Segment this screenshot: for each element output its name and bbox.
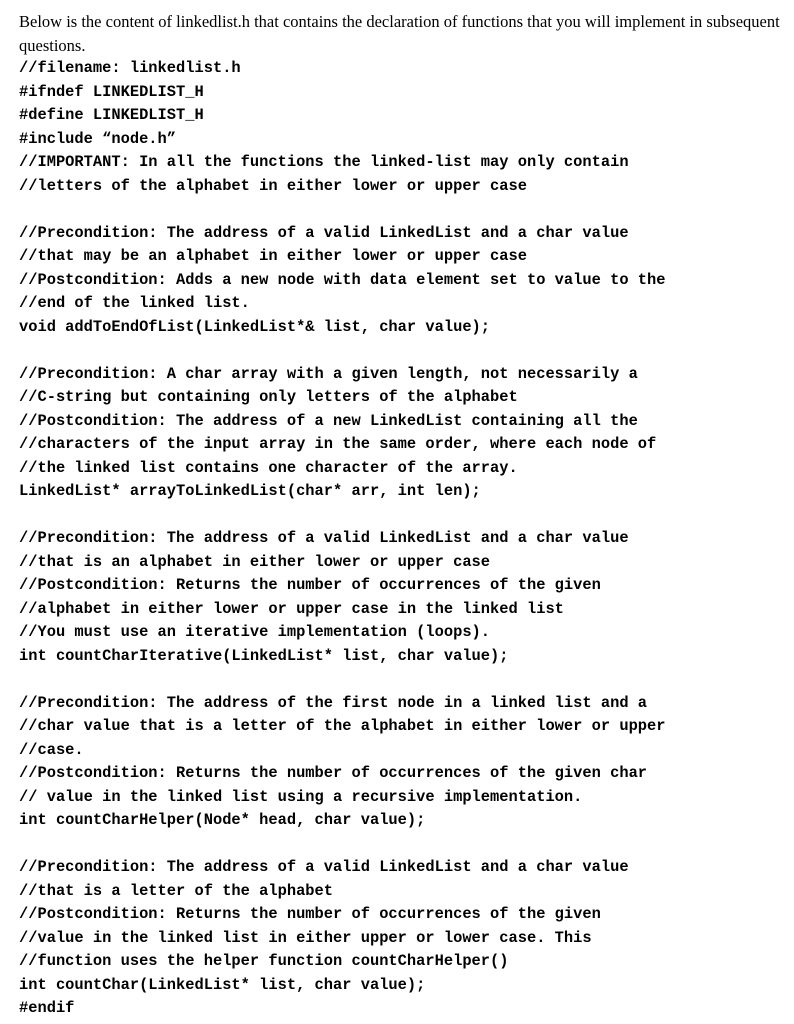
code-line: //IMPORTANT: In all the functions the linked-list may only contain: [19, 153, 629, 171]
code-line: //Postcondition: The address of a new LinkedList containing all the: [19, 411, 638, 430]
blank-line: [19, 198, 789, 222]
code-line: //Precondition: The address of a valid LinkedList and a char value: [19, 529, 629, 547]
code-line: //char value that is a letter of the alphabet in either lower or upper: [19, 717, 666, 735]
code-line: //You must use an iterative implementation (loops).: [19, 623, 491, 641]
code-line: //Precondition: The address of the first node in a linked list and a: [19, 693, 648, 712]
code-line: //end of the linked list.: [19, 294, 250, 312]
code-line: //letters of the alphabet in either lower or upper case: [19, 176, 527, 195]
code-line: #include “node.h”: [19, 129, 177, 148]
code-line: //alphabet in either lower or upper case in the linked list: [19, 599, 564, 618]
code-line: #endif: [19, 999, 75, 1017]
code-line: //Precondition: The address of a valid LinkedList and a char value: [19, 223, 629, 242]
code-line: int countCharIterative(LinkedList* list, char value);: [19, 646, 509, 665]
code-line: //function uses the helper function countCharHelper(): [19, 952, 509, 970]
blank-line: [19, 833, 789, 857]
code-line: //Postcondition: Returns the number of occurrences of the given: [19, 576, 601, 594]
code-line: //that may be an alphabet in either lower or upper case: [19, 247, 527, 265]
code-line: //that is an alphabet in either lower or upper case: [19, 552, 491, 571]
code-line: //Precondition: A char array with a given length, not necessarily a: [19, 364, 638, 383]
code-line: //case.: [19, 740, 84, 759]
code-line: #define LINKEDLIST_H: [19, 106, 204, 124]
code-block: [19, 57, 789, 1021]
code-line: LinkedList* arrayToLinkedList(char* arr, int len);: [19, 482, 481, 500]
code-line: //filename: linkedlist.h: [19, 59, 241, 77]
code-line: void addToEndOfList(LinkedList*& list, char value);: [19, 317, 491, 336]
blank-line: [19, 339, 789, 363]
code-line: //that is a letter of the alphabet: [19, 881, 334, 900]
document-page: [19, 10, 789, 1021]
blank-line: [19, 668, 789, 692]
code-line: int countChar(LinkedList* list, char value);: [19, 975, 426, 994]
blank-line: [19, 504, 789, 528]
code-line: //the linked list contains one character of the array.: [19, 458, 518, 477]
code-line: //characters of the input array in the same order, where each node of: [19, 435, 657, 453]
code-line: //C-string but containing only letters of the alphabet: [19, 388, 518, 406]
code-line: //Postcondition: Returns the number of occurrences of the given: [19, 905, 601, 923]
code-line: //Postcondition: Adds a new node with data element set to value to the: [19, 270, 666, 289]
code-line: //Precondition: The address of a valid LinkedList and a char value: [19, 858, 629, 876]
code-line: //Postcondition: Returns the number of occurrences of the given char: [19, 764, 648, 782]
code-line: // value in the linked list using a recursive implementation.: [19, 787, 583, 806]
code-line: int countCharHelper(Node* head, char value);: [19, 811, 426, 829]
code-line: #ifndef LINKEDLIST_H: [19, 82, 204, 101]
code-line: //value in the linked list in either upper or lower case. This: [19, 928, 592, 947]
intro-paragraph: Below is the content of linkedlist.h that contains the declaration of functions that you will implement in subsequent questions.: [19, 12, 780, 55]
